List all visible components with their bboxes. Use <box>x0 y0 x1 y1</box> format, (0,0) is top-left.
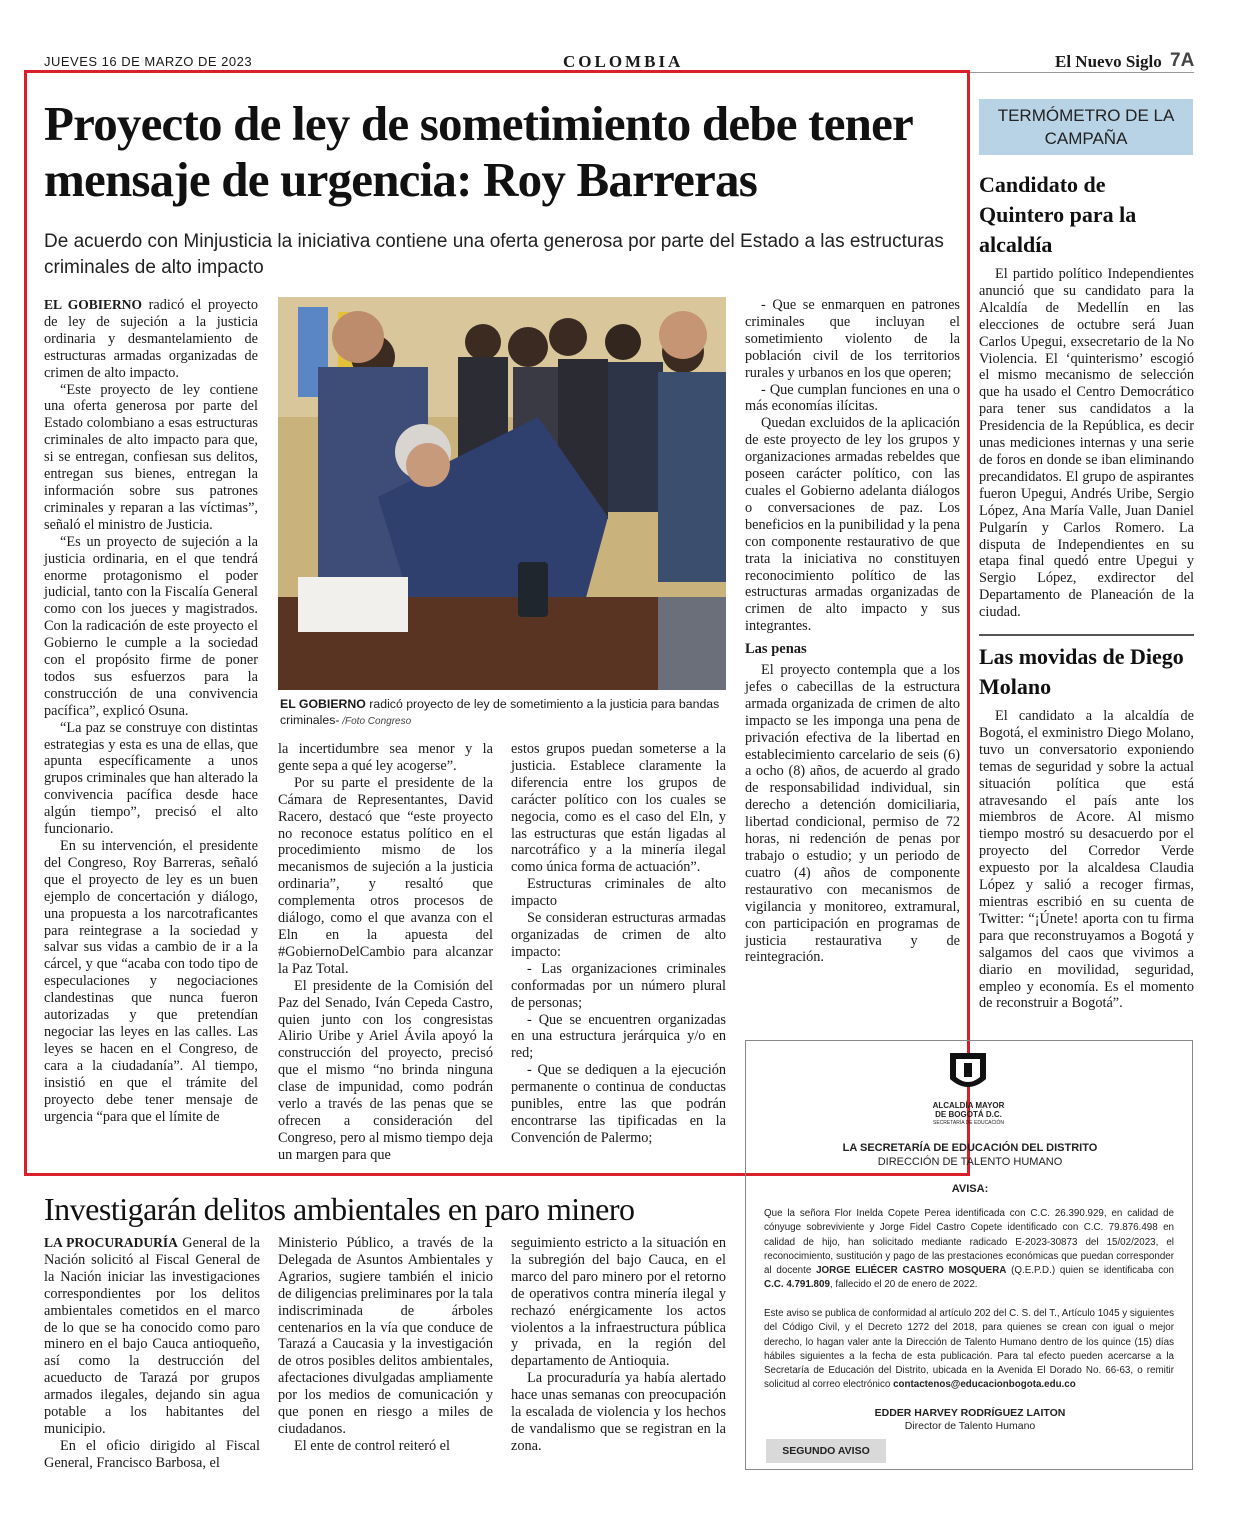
ad-paragraph-2: Este aviso se publica de conformidad al artículo 202 del C. S. del T., Artículo 1045 y siguientes del Código Civil, y el Decreto 1272 del 2018, para quienes se crean con igual o mejor derecho, lo hagan valer ante la Dirección de Talento Humano dentro de los quince (15) días hábiles siguientes a la fecha de esta publicación. Para tal efecto pueden acercarse a la Secretaría de Educación del Distrito, ubicada en la Avenida El Dorado No. 66-63, o remitir solicitud al correo electrónico contactenos@educacionbogota.edu.co <box>764 1308 1174 1391</box>
paragraph: - Que se dediquen a la ejecución permanente o continua de conductas punibles, entre las que podrán encontrarse las tipificadas en la Convención de Palermo; <box>511 1062 726 1146</box>
paragraph: “Es un proyecto de sujeción a la justicia ordinaria, en el que tendrá enorme protagonismo el poder judicial, tanto con la Fiscalía General como con los jueces y magistrados. Con la radicación de este proyecto el Gobierno le cumple a la sociedad con el propósito firme de poner todos sus esfuerzos para la construcción de una convivencia pacífica”, explicó Osuna. <box>44 533 258 719</box>
bogota-crest-icon <box>936 1049 1000 1099</box>
paragraph: La procuraduría ya había alertado hace unas semanas con preocupación la escalada de violencia y los hechos de vandalismo que se registran en la zona. <box>511 1370 726 1454</box>
paragraph: - Que se encuentren organizadas en una estructura jerárquica y/o en red; <box>511 1011 726 1062</box>
header-page-number: 7A <box>1170 50 1195 71</box>
caption-lead: EL GOBIERNO <box>280 697 366 711</box>
ad-paragraph-1: Que la señora Flor Inelda Copete Perea identificada con C.C. 26.390.929, en calidad de cónyuge sobreviviente y Jorge Fidel Castro Copete identificado con C.C. 79.876.498 en calidad de hijo, han solicitado mediante radicado E-2023-30873 del 15/02/2023, el reconocimiento, sustitución y pago de las prestaciones económicas que puedan corresponder al docente JORGE ELIÉCER CASTRO MOSQUERA (Q.E.P.D.) quien se identificaba con C.C. 4.791.809, fallecido el 20 de enero de 2022. <box>764 1208 1174 1291</box>
sidebar-item-body: El candidato a la alcaldía de Bogotá, el exministro Diego Molano, tuvo un conversatorio exponiendo temas de seguridad y sobre la actual situación política que está atravesando el país ante los miembros de Acore. Al mismo tiempo mostró su desacuerdo por el proyecto del Corredor Verde expuesto por la alcaldesa Claudia López y salió a recoger firmas, mientras escribió en su cuenta de Twitter: “¡Únete! aporta con tu firma para que reconstruyamos a Bogotá y salgamos del caos que vivimos a diario en movilidad, seguridad, empleo y economía. Es el momento de reconstruir a Bogotá”. <box>979 708 1194 1012</box>
sidebar-item-title: Las movidas de Diego Molano <box>979 644 1184 699</box>
photo-illustration <box>278 297 726 690</box>
main-article-column-2 <box>278 741 493 1164</box>
sidebar-item-2 <box>979 642 1194 1012</box>
header-date: JUEVES 16 DE MARZO DE 2023 <box>44 54 253 69</box>
main-article-column-3 <box>511 741 726 1147</box>
paragraph: “Este proyecto de ley contiene una oferta generosa por parte del Estado colombiano a esas estructuras criminales de alto impacto para que, si se entregan, confiesan sus delitos, entregan sus bienes, entregan la información sobre sus patrones criminales y reparan a las víctimas”, señaló el ministro de Justicia. <box>44 381 258 533</box>
sidebar-item-body: El partido político Independientes anunció que su candidato para la Alcaldía de Medellín en las elecciones de octubre será Juan Carlos Upegui, exsecretario de la No Violencia. El ‘quinterismo’ escogió el mismo mecanismo de selección que ha usado el Centro Democrático para tener sus candidatos a la Presidencia de la República, es decir unas mediciones internas y una serie de foros en donde se iban eliminando precandidatos. El grupo de aspirantes fueron Upegui, Andrés Uribe, Sergio López, Ana María Valle, Juan Daniel Pulgarín y Carlos Romero. La disputa de Independientes en su etapa final quedó entre Upegui y Sergio López, exdirector del Departamento de Planeación de la ciudad. <box>979 266 1194 621</box>
ad-badge: SEGUNDO AVISO <box>766 1439 886 1463</box>
second-article-column-1: LA PROCURADURÍA General de la Nación solicitó al Fiscal General de la Nación iniciar las investigaciones correspondientes por los delitos ambientales cometidos en el marco de lo que se ha conocido como paro minero en el bajo Cauca antioqueño, así como la destrucción del acueducto de Tarazá por grupos armados ilegales, dejando sin agua potable a los habitantes del municipio. En el oficio dirigido al Fiscal General, Francisco Barbosa, el <box>44 1235 260 1471</box>
header-paper-name: El Nuevo Siglo <box>1055 52 1162 71</box>
paragraph: Ministerio Público, a través de la Delegada de Asuntos Ambientales y Agrarios, sugiere también el inicio de diligencias preliminares por la tala indiscriminada de árboles centenarios en la vía que conduce de Tarazá a Caucasia y la investigación de otros posibles delitos ambientales, afectaciones divulgadas ampliamente por los medios de comunicación y que ponen en riesgo a miles de ciudadanos. <box>278 1235 493 1437</box>
ad-organization: LA SECRETARÍA DE EDUCACIÓN DEL DISTRITO <box>842 1142 1098 1154</box>
lead-in: EL GOBIERNO <box>44 297 142 312</box>
ad-department: DIRECCIÓN DE TALENTO HUMANO <box>877 1156 1063 1168</box>
paragraph: - Que se enmarquen en patrones criminales que incluyan el sometimiento violento de la población civil de los territorios rurales y urbanos en los que operen; <box>745 297 960 381</box>
sidebar-banner: TERMÓMETRO DE LA CAMPAÑA <box>979 99 1193 155</box>
paragraph: estos grupos puedan someterse a la justicia. Establece claramente la diferencia entre los grupos de carácter político con los cuales se negocia, como es el caso del Eln, y las estructuras que están ligadas al narcotráfico y a la minería ilegal como única forma de actuación”. <box>511 741 726 876</box>
article-photo <box>278 297 726 690</box>
caption-text: radicó proyecto de ley de sometimiento a la justicia para bandas criminales- <box>280 697 720 727</box>
paragraph: “La paz se construye con distintas estrategias y esta es una de ellas, que apunta específicamente a unos grupos criminales que han alterado la convivencia pacífica desde hace algún tiempo”, precisó el alto funcionario. <box>44 719 258 838</box>
main-article-title: Proyecto de ley de sometimiento debe tener mensaje de urgencia: Roy Barreras <box>44 96 913 207</box>
main-article-column-4 <box>745 297 960 966</box>
second-article-column-3 <box>511 1235 726 1455</box>
paragraph: El presidente de la Comisión del Paz del Senado, Iván Cepeda Castro, quien junto con los congresistas Alirio Uribe y Ariel Ávila apoyó la construcción del proyecto, precisó que el mismo “no brinda ninguna clase de impunidad, como podrán verlo a través de las penas que se ofrecen a consideración del Congreso, pero al mismo tiempo deja un margen para que <box>278 977 493 1163</box>
ad-email: contactenos@educacionbogota.edu.co <box>893 1379 1076 1391</box>
paragraph: Por su parte el presidente de la Cámara de Representantes, David Racero, destacó que “este proyecto no reconoce estatus político en el procedimiento mismo de los mecanismos de sujeción a la justicia ordinaria”, y resaltó que complementa otros procesos de diálogo, como el que avanza con el Eln en la apuesta del #GobiernoDelCambio para alcanzar la Paz Total. <box>278 774 493 977</box>
paragraph: Se consideran estructuras armadas organizadas de crimen de alto impacto: <box>511 910 726 960</box>
sidebar-item-1 <box>979 170 1194 621</box>
subheading-penalties: Las penas <box>745 641 807 658</box>
ad-notice-label: AVISA: <box>951 1183 989 1195</box>
second-article-column-2 <box>278 1235 493 1455</box>
sidebar-divider <box>979 634 1194 636</box>
ad-signer-title: Director de Talento Humano <box>904 1420 1036 1432</box>
ad-signer: EDDER HARVEY RODRÍGUEZ LAITON <box>874 1407 1066 1419</box>
paragraph: - Las organizaciones criminales conformadas por un número plural de personas; <box>511 960 726 1011</box>
sidebar-item-title: Candidato de Quintero para la alcaldía <box>979 172 1137 257</box>
header-section: COLOMBIA <box>563 52 684 71</box>
main-article-subtitle: De acuerdo con Minjusticia la iniciativa contiene una oferta generosa por parte del Estado a las estructuras criminales de alto impacto <box>44 231 944 278</box>
second-article-title: Investigarán delitos ambientales en paro minero <box>44 1191 635 1227</box>
paragraph: Quedan excluidos de la aplicación de este proyecto de ley los grupos y organizaciones armadas rebeldes que poseen carácter político, con las cuales el Gobierno adelanta diálogos o conversaciones de paz. Los beneficios en la punibilidad y la pena con componente restaurativo de que trata la iniciativa no constituyen reconocimiento político de las estructuras armadas organizadas de crimen de alto impacto y sus integrantes. <box>745 415 960 635</box>
photo-caption <box>280 697 725 729</box>
ad-logo-text: ALCALDÍA MAYOR DE BOGOTÁ D.C. SECRETARÍA DE EDUCACIÓN <box>932 1101 1005 1126</box>
paragraph: En su intervención, el presidente del Congreso, Roy Barreras, señaló que el proyecto de ley es un buen ejemplo de concertación y diálogo, una propuesta a los narcotraficantes para reintegrase a la sociedad y salvar sus vidas a cambio de ir a la cárcel, y que “acaba con todo tipo de especulaciones y negociaciones clandestinas que nunca fueron autorizadas y que pretendían negociar las leyes en las calles. Las leyes se hacen en el Congreso, de cara a la ciudadanía”. Al tiempo, insistió en que el trámite del proyecto debe tener mensaje de urgencia “para que el límite de <box>44 838 258 1125</box>
main-article-column-1: EL GOBIERNO radicó el proyecto de ley de sujeción a la justicia ordinaria y desmantelamiento de estructuras armadas organizadas de crimen de alto impacto. “Este proyecto de ley contiene una oferta generosa por parte del Estado colombiano a esas estructuras criminales de alto impacto para que, si se entregan, confiesan sus delitos, entregan sus bienes, entregan la información sobre sus patrones criminales y reparan a las víctimas”, señaló el ministro de Justicia. “Es un proyecto de sujeción a la justicia ordinaria, en el que tendrá enorme protagonismo el poder judicial, tanto con la Fiscalía General como con los jueces y magistrados. Con la radicación de este proyecto el Gobierno le cumple a la sociedad con el propósito firme de poner todos sus esfuerzos para la construcción de una convivencia pacífica”, explicó Osuna. “La paz se construye con distintas estrategias y esta es una de ellas, que apunta específicamente a unos grupos criminales que han alterado la convivencia pacífica desde hace algún tiempo”, precisó el alto funcionario. En su intervención, el presidente del Congreso, Roy Barreras, señaló que el proyecto de ley es un buen ejemplo de concertación y diálogo, una propuesta a los narcotraficantes para reintegrase a la sociedad y salvar sus vidas a cambio de ir a la cárcel, y que “acaba con todo tipo de especulaciones y negociaciones clandestinas que nunca fueron autorizadas y que pretendían negociar las leyes en las calles. Las leyes se hacen en el Congreso, de cara a la ciudadanía”. Al tiempo, insistió en que el trámite del proyecto debe tener mensaje de urgencia “para que el límite de <box>44 297 258 1125</box>
paragraph: En el oficio dirigido al Fiscal General, Francisco Barbosa, el <box>44 1437 260 1471</box>
lead-in: LA PROCURADURÍA <box>44 1235 178 1250</box>
paragraph: la incertidumbre sea menor y la gente sepa a qué ley acogerse”. <box>278 741 493 774</box>
paragraph: - Que cumplan funciones en una o más economías ilícitas. <box>745 381 960 415</box>
paragraph: seguimiento estricto a la situación en la subregión del bajo Cauca, en el marco del paro minero por el retorno de operativos contra minería ilegal y rechazó enérgicamente los actos violentos a la infraestructura pública y privada, en la región del departamento de Antioquia. <box>511 1235 726 1370</box>
paragraph: El proyecto contempla que a los jefes o cabecillas de la estructura armada organizada de crimen de alto impacto se les imponga una pena de privación efectiva de la libertad en establecimiento carcelario de seis (6) a ocho (8) años, de acuerdo al grado de responsabilidad individual, sin derecho a detención domiciliaria, libertad condicional, permiso de 72 horas, ni redención de penas por trabajo o estudio; y un periodo de cuatro (4) años de componente restaurativo con mecanismos de vigilancia y monitoreo, extramural, con participación en programas de justicia restaurativa y de reintegración. <box>745 662 960 966</box>
photo-credit: /Foto Congreso <box>339 715 412 727</box>
public-notice-ad <box>745 1040 1193 1470</box>
paragraph: Estructuras criminales de alto impacto <box>511 876 726 910</box>
paragraph: El ente de control reiteró el <box>294 1437 451 1454</box>
